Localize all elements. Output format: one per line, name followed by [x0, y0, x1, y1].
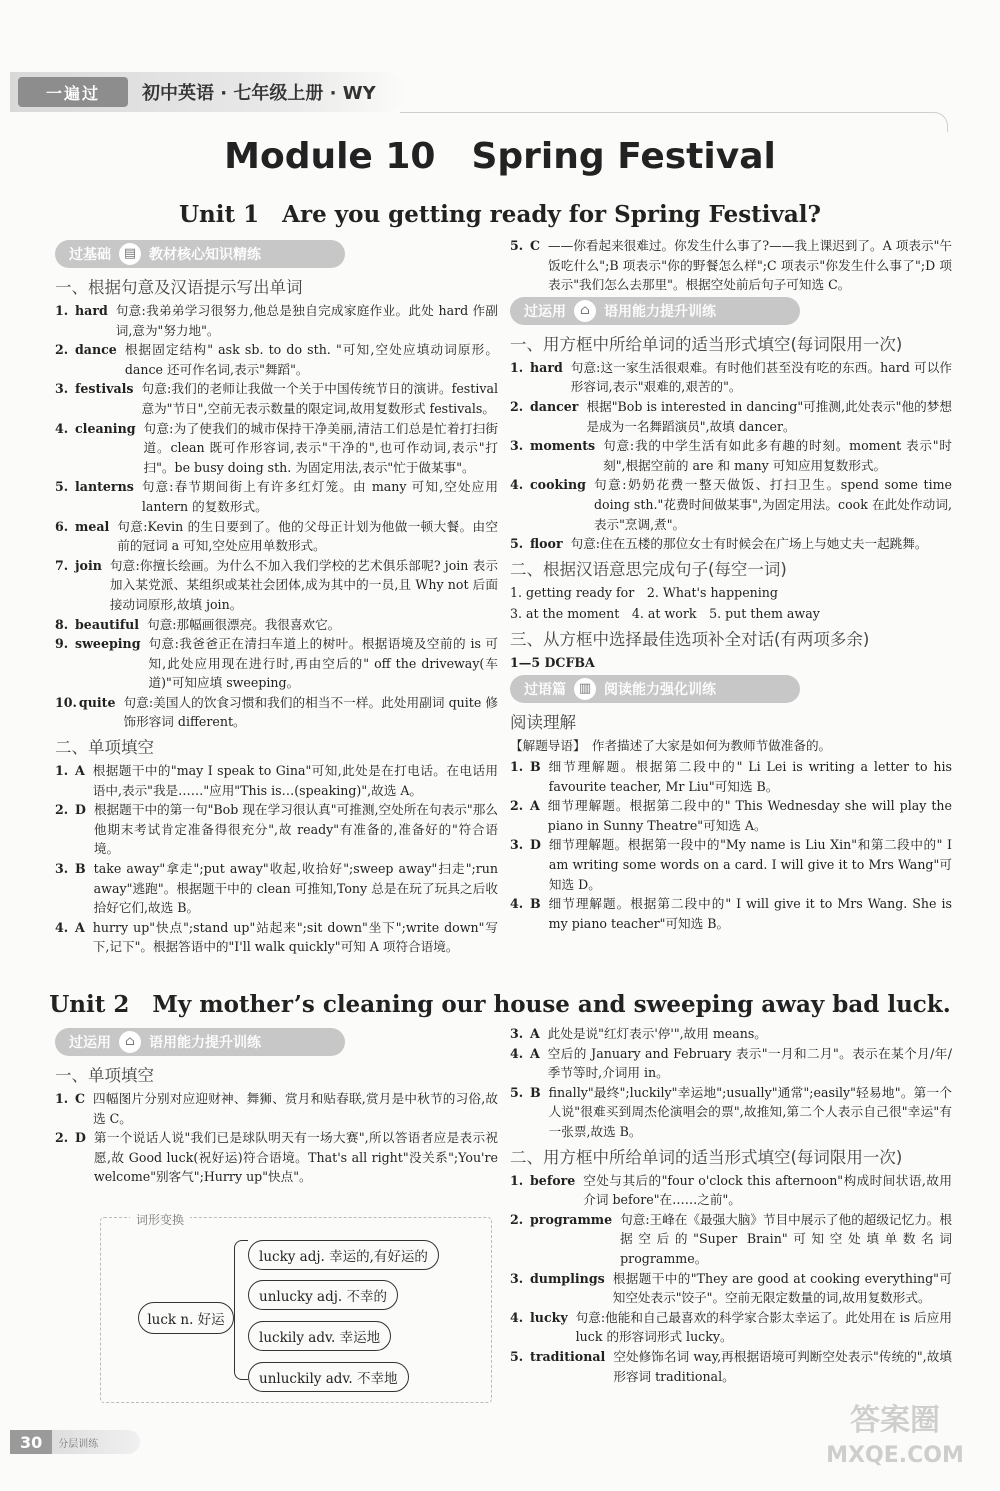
- section-banner: 过运用 ⌂ 语用能力提升训练: [55, 1028, 345, 1056]
- answer-item: 3. dumplings 根据题干中的"They are good at cooking everything"可知空处表示"饺子"。空前无限定数量的词,故用复数形式。: [510, 1270, 952, 1306]
- answer-item: 6. meal 句意:Kevin 的生日要到了。他的父母正计划为他做一顿大餐。由空前的冠词 a 可知,空处应用单数形式。: [55, 518, 498, 554]
- answer-item: 10. quite 句意:美国人的饮食习惯和我们的相当不一样。此处用副词 quite 修饰形容词 different。: [55, 694, 498, 730]
- answer-line: 1. getting ready for 2. What's happening: [510, 584, 778, 600]
- answer-item: 1. C 四幅图片分别对应迎财神、舞狮、赏月和贴春联,赏月是中秋节的习俗,故选 C。: [55, 1091, 498, 1126]
- page-footer: [10, 1430, 140, 1454]
- section-banner: 过语篇 ▥ 阅读能力强化训练: [510, 675, 800, 703]
- answer-list: [510, 358, 952, 554]
- answer-item: 8. beautiful 句意:那幅画很漂亮。我很喜欢它。: [55, 616, 341, 632]
- unit2-left-column: [55, 1026, 498, 1187]
- footer-text: 分层训练: [58, 1438, 99, 1450]
- unit1-left-column: [55, 238, 498, 957]
- building-icon: ⌂: [119, 1031, 141, 1053]
- answer-item: 3. festivals 句意:我们的老师让我做一个关于中国传统节日的演讲。festival 意为"节日",空前无表示数量的限定词,故用复数形式 festivals。: [55, 381, 498, 416]
- section-heading: 三、从方框中选择最佳选项补全对话(有两项多余): [510, 629, 870, 649]
- answer-item: 2. A 细节理解题。根据第二段中的" This Wednesday she will play the piano in Sunny Theatre"可知选 A。: [510, 798, 952, 833]
- brand-logo: 一遍过: [18, 77, 128, 107]
- section-heading: 阅读理解: [510, 712, 576, 732]
- derived-word-node: unluckily adv. 不幸地: [248, 1362, 409, 1392]
- answer-list: [55, 301, 498, 732]
- section-banner: 过基础 ▤ 教材核心知识精练: [55, 240, 345, 268]
- section-heading: 一、用方框中所给单词的适当形式填空(每词限用一次): [510, 334, 903, 354]
- answer-list: [55, 761, 498, 957]
- guide-note: 【解题导语】 作者描述了大家是如何为教师节做准备的。: [510, 737, 832, 753]
- derived-word-node: lucky adj. 幸运的,有好运的: [248, 1240, 439, 1270]
- answer-item: 3. moments 句意:我的中学生活有如此多有趣的时刻。moment 表示"时刻",根据空前的 are 和 many 可知应用复数形式。: [510, 438, 952, 473]
- answer-item: 3. B take away"拿走";put away"收起,收拾好";sweep away"扫走";run away"逃跑"。根据题干中的 clean 可推知,Tony 总是在玩了玩具之后收拾好它们,故选 B。: [55, 861, 498, 916]
- section-heading: 二、单项填空: [55, 738, 154, 758]
- unit1-title: Unit 1 Are you getting ready for Spring Festival?: [178, 201, 822, 228]
- answer-item: 5. traditional 空处修饰名词 way,再根据语境可判断空处表示"传统的",故填形容词 traditional。: [510, 1348, 952, 1384]
- section-heading: 二、根据汉语意思完成句子(每空一词): [510, 559, 787, 579]
- answer-item: 5. B finally"最终";luckily"幸运地";usually"通常";easily"轻易地"。第一个人说"很难买到周杰伦演唱会的票",故推知,第二个人表示自己很"幸运"有一张票,故选 B。: [510, 1084, 952, 1139]
- answer-item: 4. lucky 句意:他能和自己最喜欢的科学家合影太幸运了。此处用在 is 后应用 luck 的形容词形式 lucky。: [510, 1309, 952, 1345]
- section-banner: 过运用 ⌂ 语用能力提升训练: [510, 297, 800, 325]
- watermark-stamp: 答案圈 MXQE.COM: [826, 1403, 964, 1468]
- section-heading: 二、用方框中所给单词的适当形式填空(每词限用一次): [510, 1147, 903, 1167]
- derived-word-node: unlucky adj. 不幸的: [248, 1280, 398, 1310]
- unit2-right-column: [510, 1024, 952, 1386]
- answer-line: 1—5 DCFBA: [510, 654, 595, 670]
- unit1-right-column: [510, 236, 952, 933]
- book-icon: ▤: [119, 243, 141, 265]
- derived-word-node: luckily adv. 幸运地: [248, 1321, 391, 1351]
- answer-item: 9. sweeping 句意:我爸爸正在清扫车道上的树叶。根据语境及空前的 is 可知,此处应用现在进行时,再由空后的" off the driveway(车道)"可知应填 sweeping。: [55, 636, 498, 691]
- root-word-node: luck n. 好运: [138, 1302, 234, 1334]
- header-text: 初中英语 · 七年级上册 · WY: [142, 83, 376, 104]
- module-title: Module 10 Spring Festival: [224, 136, 776, 177]
- answer-item: 4. B 细节理解题。根据第二段中的" I will give it to Mrs Wang. She is my piano teacher"可知选 B。: [510, 896, 952, 931]
- section-heading: 一、单项填空: [55, 1066, 154, 1085]
- answer-item: 1. hard 句意:我弟弟学习很努力,他总是独自完成家庭作业。此处 hard 作副词,意为"努力地"。: [55, 303, 498, 338]
- answer-item: 5. C ——你看起来很难过。你发生什么事了?——我上课迟到了。A 项表示"午饭吃什么";B 项表示"你的野餐怎么样";C 项表示"你发生什么事了";D 项表示"我们怎么去那里"。根据空处前后句子可知选 C。: [510, 238, 952, 293]
- answer-item: 2. dancer 根据"Bob is interested in dancing"可推测,此处表示"他的梦想是成为一名舞蹈演员",故填 dancer。: [510, 398, 952, 434]
- section-heading: 一、根据句意及汉语提示写出单词: [55, 278, 303, 297]
- unit2-title: Unit 2 My mother’s cleaning our house and sweeping away bad luck.: [49, 991, 951, 1018]
- answer-item: 1. B 细节理解题。根据第二段中的" Li Lei is writing a letter to his favourite teacher, Mr Liu"可知选 B。: [510, 759, 952, 794]
- tree-connector: [234, 1240, 248, 1380]
- answer-item: 4. A hurry up"快点";stand up"站起来";sit down"坐下";write down"写下,记下"。根据答语中的"I'll walk quickly"可知 A 项符合语境。: [55, 919, 498, 955]
- page-number: 30: [10, 1430, 52, 1454]
- answer-item: 2. D 根据题干中的第一句"Bob 现在学习很认真"可推测,空处所在句表示"那么他期末考试肯定准备得很充分",故 ready"有准备的,准备好的"符合语境。: [55, 802, 498, 857]
- answer-item: 5. floor 句意:住在五楼的那位女士有时候会在广场上与她丈夫一起跳舞。: [510, 536, 928, 552]
- answer-item: 4. A 空后的 January and February 表示"一月和二月"。表示在某个月/年/季节等时,介词用 in。: [510, 1045, 952, 1081]
- answer-item: 7. join 句意:你擅长绘画。为什么不加入我们学校的艺术俱乐部呢? join 表示加入某党派、某组织或某社会团体,成为其中的一员,且 Why not 后面接动词原形,故填 join。: [55, 557, 498, 612]
- answer-item: 4. cooking 句意:奶奶花费一整天做饭、打扫卫生。spend some time doing sth."花费时间做某事",为固定用法。cook 在此处作动词,表示"烹调,煮"。: [510, 477, 952, 532]
- answer-item: 2. D 第一个说话人说"我们已是球队明天有一场大赛",所以答语者应是表示祝愿,故 Good luck(祝好运)符合语境。That's all right"没关系";You're welcome"别客气";Hurry up"快点"。: [55, 1130, 498, 1185]
- building-icon: ⌂: [574, 300, 596, 322]
- answer-list: [510, 757, 952, 933]
- answer-item: 5. lanterns 句意:春节期间街上有许多红灯笼。由 many 可知,空处应用 lantern 的复数形式。: [55, 479, 498, 514]
- answer-item: 1. before 空处与其后的"four o'clock this afternoon"构成时间状语,故用介词 before"在……之前"。: [510, 1172, 952, 1208]
- page-header: [10, 72, 405, 112]
- answer-item: 4. cleaning 句意:为了使我们的城市保持干净美丽,清洁工们总是忙着打扫街道。clean 既可作形容词,表示"干净的",也可作动词,表示"打扫"。be busy doing sth. 为固定用法,表示"忙于做某事"。: [55, 420, 498, 475]
- answer-item: 2. programme 句意:王峰在《最强大脑》节目中展示了他的超级记忆力。根据空后的"Super Brain"可知空处填单数名词 programme。: [510, 1211, 952, 1266]
- answer-item: 3. D 细节理解题。根据第一段中的"My name is Liu Xin"和第二段中的" I am writing some words on a card. I will give it to Mrs Wang"可知选 D。: [510, 837, 952, 892]
- word-form-tag: 词形变换: [130, 1211, 190, 1228]
- answer-item: 1. hard 句意:这一家生活很艰难。有时他们甚至没有吃的东西。hard 可以作形容词,表示"艰难的,艰苦的"。: [510, 359, 952, 395]
- answer-item: 2. dance 根据固定结构" ask sb. to do sth. "可知,空处应填动词原形。dance 还可作名词,表示"舞蹈"。: [55, 342, 498, 377]
- answer-item: 3. A 此处是说"红灯表示'停'",故用 means。: [510, 1026, 767, 1041]
- answer-line: 3. at the moment 4. at work 5. put them away: [510, 606, 820, 622]
- open-book-icon: ▥: [574, 678, 596, 700]
- answer-item: 1. A 根据题干中的"may I speak to Gina"可知,此处是在打电话。在电话用语中,表示"我是……"应用"This is…(speaking)",故选 A。: [55, 763, 498, 798]
